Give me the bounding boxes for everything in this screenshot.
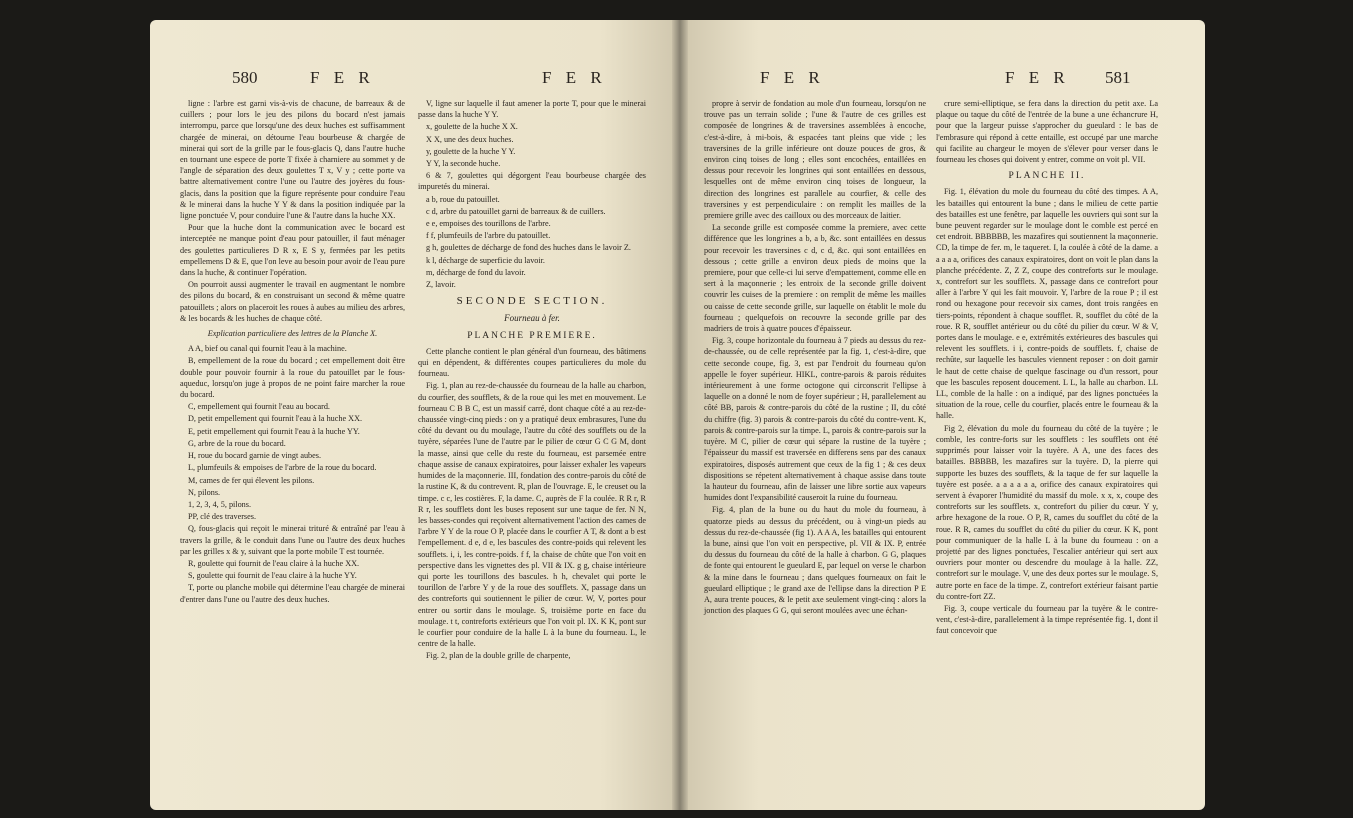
running-head-left-1: F E R (310, 68, 375, 87)
page-number-right: 581 (1105, 68, 1131, 87)
paragraph: S, goulette qui fournit de l'eau claire à la huche YY. (188, 571, 357, 581)
right-page (680, 20, 1205, 810)
paragraph: N, pilons. (188, 487, 221, 497)
plate-title-1: PLANCHE PREMIERE. (467, 330, 597, 341)
paragraph: e e, empoises des tourillons de l'arbre. (426, 219, 551, 229)
paragraph: m, décharge de fond du lavoir. (426, 267, 526, 277)
paragraph: Fig 2, élévation du mole du fourneau du côté de la tuyère ; le comble, les contre-forts sur les soufflets : les soufflets ont été supprimés pour laisser voir la tuyère. A A, une des faces des batailles. BBBBB, les mazafires sur la tuyère. D, la pierre qui supporte les buzes des soufflets, & la taque de fer sur laquelle la tuyère est posée. a a a a a a, orifice des canaux expiratoires qui servent à évaporer l'humidité du massif du mole. x x, x, coupe des contreforts sur les soufflets. x, contrefort du pilier du cœur. Y y, arbre hexagone de la roue. O P, R, cames du soufflet du côté de la roue. R R, cames du soufflet du côté du pilier du cœur. K K, pont pour communiquer de la halle L à la bune du fourneau : on a projetté par des lignes ponctuées, l'escalier antérieur qui sert aux ouvriers pour monter ou descendre du moulage à la halle. ZZ, contrefort sur le moulage. V, une des deux portes sur le moulage. S, autre porte en face de la timpe. Z, contrefort extérieur faisant partie du contre-fort ZZ. (936, 423, 1158, 601)
paragraph: H, roue du bocard garnie de vingt aubes. (188, 451, 322, 461)
paragraph: 1, 2, 3, 4, 5, pilons. (188, 499, 252, 509)
right-header (680, 68, 1205, 92)
running-head-right-2: F E R (1005, 68, 1070, 87)
paragraph: Cette planche contient le plan général d'un fourneau, des bâtimens qui en dépendent, & différentes coupes particulieres du mole du fourneau. (418, 346, 646, 379)
paragraph: Fig. 3, coupe horizontale du fourneau à 7 pieds au dessus du rez-de-chaussée, ou de celle représentée par la fig. 1, c'est-à-dire, que cette seconde coupe, fig. 3, est par l'endroit du fourneau qu'on appelle le foyer supérieur. HIKL, contre-parois & parois réduites intérieurement à une forme octogone qui circonscrit l'ellipse à laquelle on a donné le nom de foyer supérieur ; H, parallelement au côté BB, parois & contre-parois du côté de la rustine ; II, du côté du chiffre (fig. 3) parois & contre-parois du côté du contre-vent. K, parois & contre-parois sur la timpe. L, parois & contre-parois sur la tuyère. M C, pilier de cœur qui sépare la rustine de la tuyère ; l'épaisseur du massif est traversée en differens sens par des canaux expiratoires, disposés autrement que ceux de la fig 1 ; & ces deux dispositions se répetent alternativement à chaque assise dans toute la hauteur du fourneau, afin de laisser une libre sortie aux vapeurs humides dont l'expansibilité causeroit la ruine du fourneau. (704, 336, 926, 503)
paragraph: B, empellement de la roue du bocard ; cet empellement doit être double pour pouvoir fournir à la roue du patouillet par le fous-aqueduc, lorsqu'on juge à propos de ne point faire marcher la roue du bocard. (180, 356, 405, 400)
paragraph: a b, roue du patouillet. (426, 194, 500, 204)
paragraph: f f, plumfeuils de l'arbre du patouillet. (426, 231, 551, 241)
paragraph: g h, goulettes de décharge de fond des huches dans le lavoir Z. (426, 243, 631, 253)
paragraph: Z, lavoir. (426, 280, 456, 290)
paragraph: D, petit empellement qui fournit l'eau à la huche XX. (188, 414, 363, 424)
left-column-1 (180, 98, 405, 606)
running-head-left-2: F E R (542, 68, 607, 87)
paragraph: Fig. 2, plan de la double grille de charpente, (426, 651, 571, 661)
paragraph: propre à servir de fondation au mole d'un fourneau, lorsqu'on ne trouve pas un terrain solide ; l'une & l'autre de ces grilles est composée de longrines & de traversines assemblées à encoche, c'est-à-dire, à mi-bois, & espacées tant pleins que vide ; les traversines de la grille inférieure ont douze pouces de gros, & environ cinq toises de long ; elles sont encochées, entaillées en dessus pour recevoir les longrines qui sont entaillées en dessous, lesquelles ont de même environ cinq toises de longueur, la direction des longrines est parallele au courfier, & celle des traversines y est perpendiculaire : on remplit les mailles de la premiere grille avec des cailloux ou des morceaux de laitier. (704, 99, 926, 221)
paragraph: E, petit empellement qui fournit l'eau à la huche YY. (188, 426, 360, 436)
left-column-2 (418, 98, 646, 663)
paragraph: 6 & 7, goulettes qui dégorgent l'eau bourbeuse chargée des impuretés du minerai. (418, 171, 646, 192)
paragraph: T, porte ou planche mobile qui détermine l'eau chargée de minerai d'entrer dans l'une ou l'autre des deux huches. (180, 583, 405, 604)
paragraph: C, empellement qui fournit l'eau au bocard. (188, 402, 330, 412)
paragraph: V, ligne sur laquelle il faut amener la porte T, pour que le minerai passe dans la huche Y Y. (418, 99, 646, 120)
paragraph: R, goulette qui fournit de l'eau claire à la huche XX. (188, 558, 360, 568)
paragraph: A A, bief ou canal qui fournit l'eau à la machine. (188, 344, 347, 354)
left-header (150, 68, 680, 92)
paragraph: Pour que la huche dont la communication avec le bocard est interceptée ne manque point d'eau pour patouiller, il faut ménager des goulettes particulieres D R x, E S y, fermées par les petits empellemens D & E, que l'on leve au besoin pour avoir de l'eau pure dans la huche, & continuer l'opération. (180, 223, 405, 278)
paragraph: c d, arbre du patouillet garni de barreaux & de cuillers. (426, 206, 606, 216)
section-title: SECONDE SECTION. (456, 295, 608, 308)
paragraph: ligne : l'arbre est garni vis-à-vis de chacune, de barreaux & de cuillers ; pour lors le jeu des pilons du bocard n'est jamais interrompu, parce que lorsqu'une des deux huches est suffisamment chargée de minerai, on détourne l'eau bourbeuse & chargée de minerai qui sort de la grille par le fous-glacis Q, dans l'autre huche en tournant une espece de porte T fixée à charniere au sommet y de l'angle de séparation des deux goulettes T x, V y ; cette porte va battre alternativement contre l'une ou l'autre des joyères du fous-glacis, dans la position que la figure représente pour conduire l'eau & le minerai dans la huche Y Y & dans la position indiquée par la ligne ponctuée V, pour conduire l'une & l'autre dans la huche XX. (180, 99, 405, 221)
open-book (150, 20, 1205, 810)
paragraph: Q, fous-glacis qui reçoit le minerai trituré & entraîné par l'eau à travers la grille, & le conduit dans l'une ou l'autre des deux huches par les grilles x & y, suivant que la porte mobile T est tournée. (180, 524, 405, 556)
running-head-right-1: F E R (760, 68, 825, 87)
paragraph: L, plumfeuils & empoises de l'arbre de la roue du bocard. (188, 463, 377, 473)
paragraph: M, cames de fer qui élevent les pilons. (188, 475, 315, 485)
paragraph: G, arbre de la roue du bocard. (188, 438, 286, 448)
paragraph: Fig. 1, élévation du mole du fourneau du côté des timpes. A A, les batailles qui entourent la bune ; dans le milieu de cette partie des batailles est une fenêtre, par laquelle les ouvriers qui sont sur la bune peuvent regarder sur le moulage dont le comble est percé en cet endroit. BBBBBB, les mazafires qui soutiennent la maçonnerie. CD, la timpe de fer. m, le taqueret. I, la coulée à côté de la dame. a a a a a, orifices des canaux expiratoires, dont on voit le plan dans la planche précédente. Z, Z Z, coupe des contreforts sur le moulage. x, contrefort sur les soufflets. X, passage dans ce contrefort pour aller à l'arbre Y qui les fait mouvoir. Y, l'arbre de la roue P ; il est rond ou hexagone pour recevoir six cames, dont trois rangées en tiers-points, répondent à chaque soufflet. R, soufflet du côté de la roue. R R, soufflet antérieur ou du côté du pilier du cœur. W & V, portes dans le moulage. e e, extrémités extérieures des bascules qui relevent les soufflets. i i, contre-poids de soufflets. f, chaise de rechûte, sur laquelle les bascules viennent reposer : on doit garnir le haut de cette chaise de quelque fascinage ou d'un ressort, pour que les bascules reposent doucement. L L, la halle au charbon. LL LL, comble de la halle : on a indiqué, par des lignes ponctuées la situation de la roue, celle du courfier, placés entre le fourneau & la halle. (936, 187, 1158, 421)
right-column-2 (936, 98, 1158, 638)
paragraph: Y Y, la seconde huche. (426, 159, 501, 169)
paragraph: k l, décharge de superficie du lavoir. (426, 255, 545, 265)
right-column-1 (704, 98, 926, 617)
paragraph: La seconde grille est composée comme la premiere, avec cette différence que les longrines a b, a b, &c. sont entaillées en dessus pour recevoir les traversines c d, c d, &c. qui sont entaillées en dessous ; cette grille a environ deux pieds de moins que la premiere, pour que celle-ci lui serve d'empattement, comme elle en sert à la maçonnerie ; les entroix de la seconde grille doivent couvrir les cuises de la premiere : on remplit de même les mailles ou caisse de cette seconde grille, sur laquelle on établit le mole du fourneau ; quelquefois on recouvre la seconde grille par des madriers de trois à quatre pouces d'épaisseur. (704, 223, 926, 334)
explanation-heading: Explication particuliere des lettres de la Planche X. (207, 329, 378, 339)
plate-title-2: PLANCHE II. (1008, 171, 1086, 182)
paragraph: PP, clé des traverses. (188, 512, 256, 522)
paragraph: X X, une des deux huches. (426, 134, 514, 144)
section-subtitle: Fourneau à fer. (504, 313, 560, 324)
paragraph: x, goulette de la huche X X. (426, 122, 518, 132)
paragraph: Fig. 4, plan de la bune ou du haut du mole du fourneau, à quatorze pieds au dessus du précédent, ou à vingt-un pieds au dessus du rez-de-chaussée (fig 1). A A A, les batailles qui entourent la bune, ainsi que l'on voit en perspective, pl. VII & IX. P, entrée du dessus du fourneau du côté de la halle à charbon. G G, plaques de fonte qui entourent le gueulard E, par lequel on verse le charbon & la mine dans le fourneau ; dans quelques fourneaux on fait le gueulard elliptique ; le grand axe de l'ellipse dans la direction P E A, aura trente pouces, & le petit axe seulement vingt-cinq : alors la jonction des plaques G G, qui seront moulées avec une échan- (704, 505, 926, 616)
paragraph: Fig. 3, coupe verticale du fourneau par la tuyère & le contre-vent, c'est-à-dire, parallelement à la timpe représentée fig. 1, dont il faut concevoir que (936, 603, 1158, 636)
page-number-left: 580 (232, 68, 258, 87)
left-page (150, 20, 680, 810)
book-gutter (672, 20, 688, 810)
paragraph: Fig. 1, plan au rez-de-chaussée du fourneau de la halle au charbon, du courfier, des soufflets, & de la roue qui les met en mouvement. Le fourneau C B B C, est un massif carré, dont chaque côté a au rez-de-chaussée vingt-cinq pieds : on y a pratiqué deux embrasures, l'une du côté du devant ou du moulage, l'autre du côté des soufflets ou de la tuyère, séparées l'une de l'autre par le pilier de cœur G C G M, dont la masse, ainsi que celle du reste du fourneau, est parsemée entre chaque assise de canaux expiratoires, pour laisser exhaler les vapeurs humides de la maçonnerie. III, fondation des contre-parois du côté de la rustine K, & du contrevent. R, plan de l'ouvrage. E, le creuset ou la timpe. c c, les costières. F, la dame. C, auprès de F la coulée. R R r, R R r, les soufflets dont les buses reposent sur une taque de fer. N N, les basses-condes qui reçoivent alternativement l'action des cames de l'arbre Y Y de la roue O P, placée dans le courfier A T, & dont a b est l'empellement. d e, d e, les bascules des contre-poids qui relevent les soufflets. i, i, les contre-poids. f f, la chaise de chûte que l'on voit en perspective dans les vignettes des pl. VII & IX. g g, chaise intérieure qui porte les tourillons des bascules. h h, chevalet qui porte le tourillon de l'arbre Y y de la roue des soufflets. X, passage dans un des contreforts qui soutiennent le pilier de cœur. W, V, portes pour entrer ou sortir dans le moulage. S, troisième porte en face du moulage. t t, contreforts extérieurs que l'on voit pl. IX. K K, pont sur le courfier pour conduire de la halle L à la bune du fourneau. L, le centre de la halle. (418, 381, 646, 649)
paragraph: On pourroit aussi augmenter le travail en augmentant le nombre des pilons du bocard, & en construisant un second & même quatre patouillets ; alors on placeroit les roues à aubes au milieu des arbres, & les bocards & les huches de chaque côté. (180, 280, 405, 323)
paragraph: crure semi-elliptique, se fera dans la direction du petit axe. La plaque ou taque du côté de l'entrée de la bune a une échancrure H, pour que la largeur puisse s'approcher du gueulard : le bas de l'embrasure qui répond à cette entaille, est occupé par une marche qui facilite au chargeur le moyen de s'élever pour verser dans le fourneau les choses qui doivent y entrer, comme on voit pl. VII. (936, 99, 1158, 165)
paragraph: y, goulette de la huche Y Y. (426, 146, 516, 156)
